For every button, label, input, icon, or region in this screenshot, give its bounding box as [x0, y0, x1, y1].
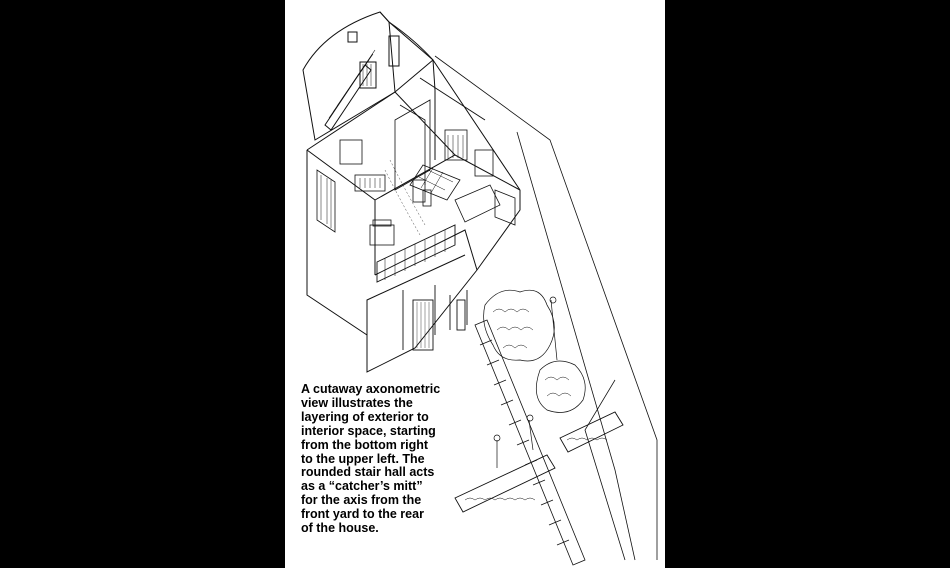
hedges [455, 412, 623, 512]
caption-line: from the bottom right [301, 437, 429, 452]
caption-line: front yard to the rear [301, 507, 424, 522]
caption-line: of the house. [301, 521, 379, 536]
figure-caption [301, 383, 471, 536]
slide-panel [285, 0, 665, 568]
kitchen [395, 100, 515, 225]
caption-line: rounded stair hall acts [301, 465, 435, 480]
caption-line: view illustrates the [301, 395, 413, 410]
house-volume [307, 60, 520, 372]
caption-line: to the upper left. The [301, 451, 425, 466]
caption-line: as a “catcher’s mitt” [301, 479, 423, 494]
stone-path [475, 320, 585, 565]
caption-line: A cutaway axonometric [301, 382, 441, 396]
garden-shrubs [484, 290, 586, 468]
caption-line: interior space, starting [301, 423, 436, 438]
interior-furniture [317, 140, 431, 245]
caption-line: layering of exterior to [301, 409, 429, 424]
entry-facade [377, 225, 467, 350]
caption-line: for the axis from the [301, 493, 422, 508]
stair-hall [303, 12, 435, 140]
